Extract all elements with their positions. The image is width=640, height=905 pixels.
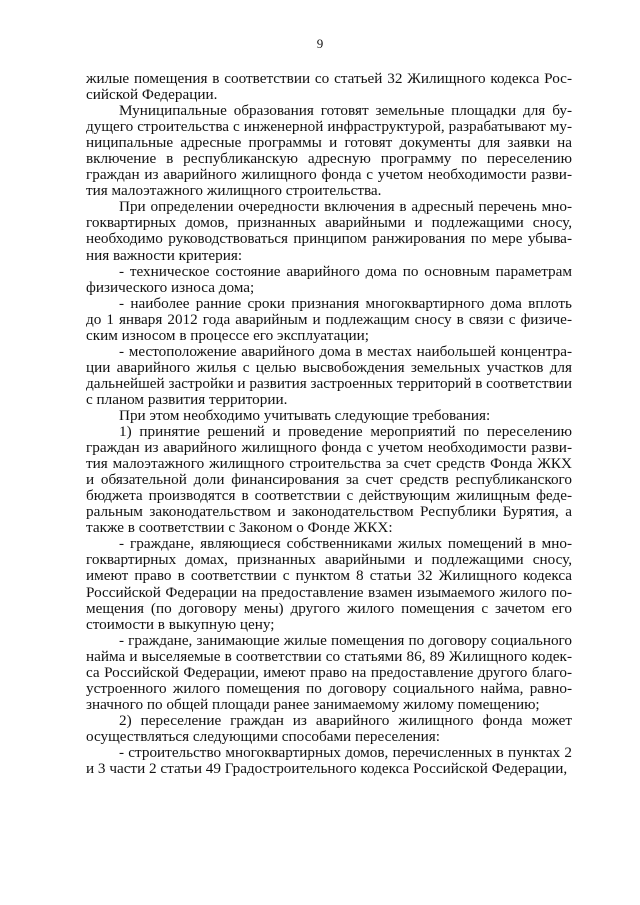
paragraph-1: жилые помещения в соответствии со статьей 32 Жилищного кодекса Российской Федерации. bbox=[86, 70, 572, 104]
paragraph-9: - граждане, являющиеся собственниками жилых помещений в многоквартирных домах, признанных аварийными и подлежащими сносу, имеют право в соответствии с пунктом 8 статьи 32 Жилищного кодекса Российской Федерации на предоставление взамен изымаемого жилого помещения (по договору мены) другого жилого помещения с зачетом его стоимости в выкупную цену; bbox=[86, 535, 572, 633]
paragraph-7: При этом необходимо учитывать следующие требования: bbox=[119, 406, 491, 424]
paragraph-3: При определении очередности включения в адресный перечень многоквартирных домов, признанных аварийными и подлежащими сносу, необходимо руководствоваться принципом ранжирования по мере убывания важности критерия: bbox=[86, 198, 572, 264]
paragraph-6: - местоположение аварийного дома в местах наибольшей концентрации аварийного жилья с целью высвобождения земельных участков для дальнейшей застройки и развития застроенных территорий в соответствии с планом развития территории. bbox=[86, 342, 572, 408]
paragraph-11: 2) переселение граждан из аварийного жилищного фонда может осуществляться следующими способами переселения: bbox=[86, 711, 572, 745]
paragraph-8: 1) принятие решений и проведение мероприятий по переселению граждан из аварийного жилищного фонда с учетом необходимости развития малоэтажного жилищного строительства за счет средств Фонда ЖКХ и обязательной доли финансирования за счет средств республиканского бюджета производятся в соответствии с действующим жилищным федеральным законодательством и законодательством Республики Бурятия, а также в соответствии с Законом о Фонде ЖКХ: bbox=[86, 423, 572, 537]
paragraph-10: - граждане, занимающие жилые помещения по договору социального найма и выселяемые в соответствии со статьями 86, 89 Жилищного кодекса Российской Федерации, имеют право на предоставление другого благоустроенного жилого помещения по договору социального найма, равнозначного по общей площади ранее занимаемому жилому помещению; bbox=[86, 631, 572, 713]
page-number: 9 bbox=[316, 36, 324, 51]
paragraph-2: Муниципальные образования готовят земельные площадки для будущего строительства с инженерной инфраструктурой, разрабатывают муниципальные адресные программы и готовят документы для заявки на включение в республиканскую адресную программу по переселению граждан из аварийного жилищного фонда с учетом необходимости развития малоэтажного жилищного строительства. bbox=[86, 102, 572, 200]
paragraph-5: - наиболее ранние сроки признания многоквартирного дома вплоть до 1 января 2012 года аварийным и подлежащим сносу в связи с физическим износом в процессе его эксплуатации; bbox=[86, 294, 572, 344]
document-body bbox=[86, 71, 572, 777]
paragraph-4: - техническое состояние аварийного дома по основным параметрам физического износа дома; bbox=[86, 262, 572, 296]
paragraph-12: - строительство многоквартирных домов, перечисленных в пунктах 2 и 3 части 2 статьи 49 Градостроительного кодекса Российской Федерации, bbox=[86, 743, 572, 778]
